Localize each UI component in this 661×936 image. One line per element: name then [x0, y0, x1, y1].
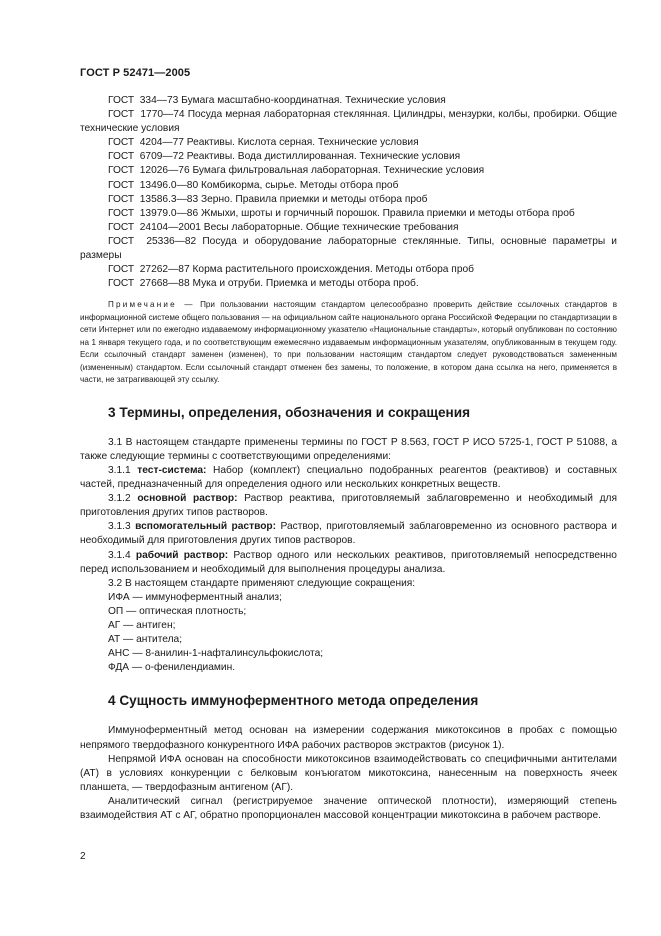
reference-code: ГОСТ 4204—77 — [108, 137, 184, 149]
term-number: 3.1.4 — [108, 549, 131, 561]
reference-item — [80, 277, 617, 291]
reference-title: Реактивы. Кислота серная. Технические условия — [186, 137, 419, 149]
term-text: Раствор одного или нескольких реактивов, приготовляемый непосредственно перед использованием и необходимый для выполнения процедуры анализа. — [80, 549, 617, 575]
term-number: 3.1.3 — [108, 521, 131, 533]
page-content — [80, 94, 617, 823]
abbreviation-item: ФДА — о-фенилендиамин. — [108, 662, 236, 674]
abbreviation-item: АТ — антитела; — [108, 634, 183, 646]
abbreviation-item: ОП — оптическая плотность; — [108, 605, 247, 617]
page-number: 2 — [80, 851, 86, 862]
reference-code: ГОСТ 12026—76 — [108, 165, 190, 177]
term-definition — [80, 464, 617, 492]
term-number: 3.1.1 — [108, 465, 131, 476]
term-text: Раствор, приготовляемый заблаговременно из основного раствора и необходимый для приготовления других типов растворов. — [80, 521, 617, 547]
term-definition — [80, 549, 617, 577]
reference-title: Посуда мерная лабораторная стеклянная. Цилиндры, мензурки, колбы, пробирки. Общие технические условия — [80, 109, 617, 135]
reference-title: Мука и отруби. Приемка и методы отбора проб. — [192, 278, 419, 290]
reference-title: Корма растительного происхождения. Методы отбора проб — [192, 264, 474, 276]
reference-code: ГОСТ 13496.0—80 — [108, 179, 199, 191]
abbreviation-item: АГ — антиген; — [108, 620, 176, 632]
section-4-title: 4 Сущность иммуноферментного метода определения — [108, 693, 479, 709]
reference-item — [80, 136, 617, 150]
clause-3-1: 3.1 В настоящем стандарте применены термины по ГОСТ Р 8.563, ГОСТ Р ИСО 5725-1, ГОСТ Р 51088, а также следующие термины с соответствующими определениями: — [80, 436, 617, 462]
section-4-paragraph: Непрямой ИФА основан на способности микотоксинов взаимодействовать со специфичными антителами (АТ) в условиях конкуренции с белковым конъюгатом микотоксина, нанесенным на поверхность ячеек планшета, — твердофазным антигеном (АГ). — [80, 753, 617, 793]
note-text: При пользовании настоящим стандартом целесообразно проверить действие ссылочных стандартов в информационной системе общего пользования — на официальном сайте национального органа Российской Федерации по стандартизации в сети Интернет или по ежегодно издаваемому информационному указателю «Национальные стандарты», который опубликован по состоянию на 1 января текущего года, и по соответствующим ежемесячно издаваемым информационным указателям, опубликованным в текущем году. Если ссылочный стандарт заменен (изменен), то при пользовании настоящим стандартом следует руководствоваться замененным (измененным) стандартом. Если ссылочный стандарт отменен без замены, то положение, в котором дана ссылка на него, применяется в части, не затрагивающей эту ссылку. — [80, 300, 618, 385]
reference-item — [80, 94, 617, 108]
reference-title: Бумага масштабно-координатная. Технические условия — [181, 95, 446, 106]
term-name: вспомогательный раствор: — [135, 521, 277, 533]
term-number: 3.1.2 — [108, 493, 131, 505]
section-4-paragraph: Аналитический сигнал (регистрируемое значение оптической плотности), измеряющий степень взаимодействия АТ с АГ, обратно пропорционален массовой концентрации микотоксина в рабочем растворе. — [80, 795, 617, 821]
term-text: Раствор реактива, приготовляемый заблаговременно и необходимый для приготовления других типов растворов. — [80, 493, 617, 519]
term-name: рабочий раствор: — [135, 549, 229, 561]
page-header-standard-number: ГОСТ Р 52471—2005 — [80, 67, 191, 79]
reference-code: ГОСТ 27668—88 — [108, 278, 190, 290]
reference-item — [80, 179, 617, 193]
section-3-title: 3 Термины, определения, обозначения и сокращения — [108, 404, 471, 420]
reference-title: Реактивы. Вода дистиллированная. Технические условия — [186, 151, 461, 163]
reference-item — [80, 164, 617, 178]
abbreviation-item: ИФА — иммуноферментный анализ; — [108, 591, 282, 603]
reference-item — [80, 207, 617, 221]
term-definition — [80, 520, 617, 548]
reference-title: Весы лабораторные. Общие технические требования — [203, 221, 459, 233]
reference-title: Посуда и оборудование лабораторные стеклянные. Типы, основные параметры и размеры — [80, 235, 617, 262]
reference-code: ГОСТ 24104—2001 — [108, 221, 201, 233]
reference-title: Комбикорма, сырье. Методы отбора проб — [200, 179, 399, 191]
reference-code: ГОСТ 1770—74 — [108, 109, 185, 121]
term-name: основной раствор: — [137, 493, 238, 505]
reference-code: ГОСТ 334—73 — [108, 95, 179, 106]
reference-item — [80, 108, 617, 136]
term-name: тест-система: — [137, 465, 207, 476]
reference-item — [80, 221, 617, 235]
note-label: Примечание — — [108, 300, 195, 310]
term-text: Набор (комплект) специально подобранных реагентов (реактивов) и составных частей, предназначенный для определения одного или нескольких конкретных веществ. — [80, 465, 617, 491]
clause-3-2: 3.2 В настоящем стандарте применяют следующие сокращения: — [108, 577, 416, 589]
term-definition — [80, 492, 617, 520]
reference-title: Бумага фильтровальная лабораторная. Технические условия — [192, 165, 485, 177]
reference-code: ГОСТ 13979.0—86 — [108, 207, 199, 219]
abbreviation-item: АНС — 8-анилин-1-нафталинсульфокислота; — [108, 648, 324, 660]
reference-code: ГОСТ 6709—72 — [108, 151, 184, 163]
note-paragraph — [80, 299, 617, 387]
reference-code: ГОСТ 27262—87 — [108, 264, 190, 276]
reference-item — [80, 193, 617, 207]
reference-title: Жмыхи, шроты и горчичный порошок. Правила приемки и методы отбора проб — [200, 207, 575, 219]
reference-item — [80, 235, 617, 263]
reference-title: Зерно. Правила приемки и методы отбора проб — [200, 193, 428, 205]
reference-item — [80, 150, 617, 164]
section-4-paragraph: Иммуноферментный метод основан на измерении содержания микотоксинов в пробах с помощью непрямого твердофазного конкурентного ИФА рабочих растворов экстрактов (рисунок 1). — [80, 725, 617, 751]
reference-code: ГОСТ 25336—82 — [108, 235, 197, 247]
normative-references-list — [80, 94, 617, 291]
reference-code: ГОСТ 13586.3—83 — [108, 193, 199, 205]
reference-item — [80, 263, 617, 277]
